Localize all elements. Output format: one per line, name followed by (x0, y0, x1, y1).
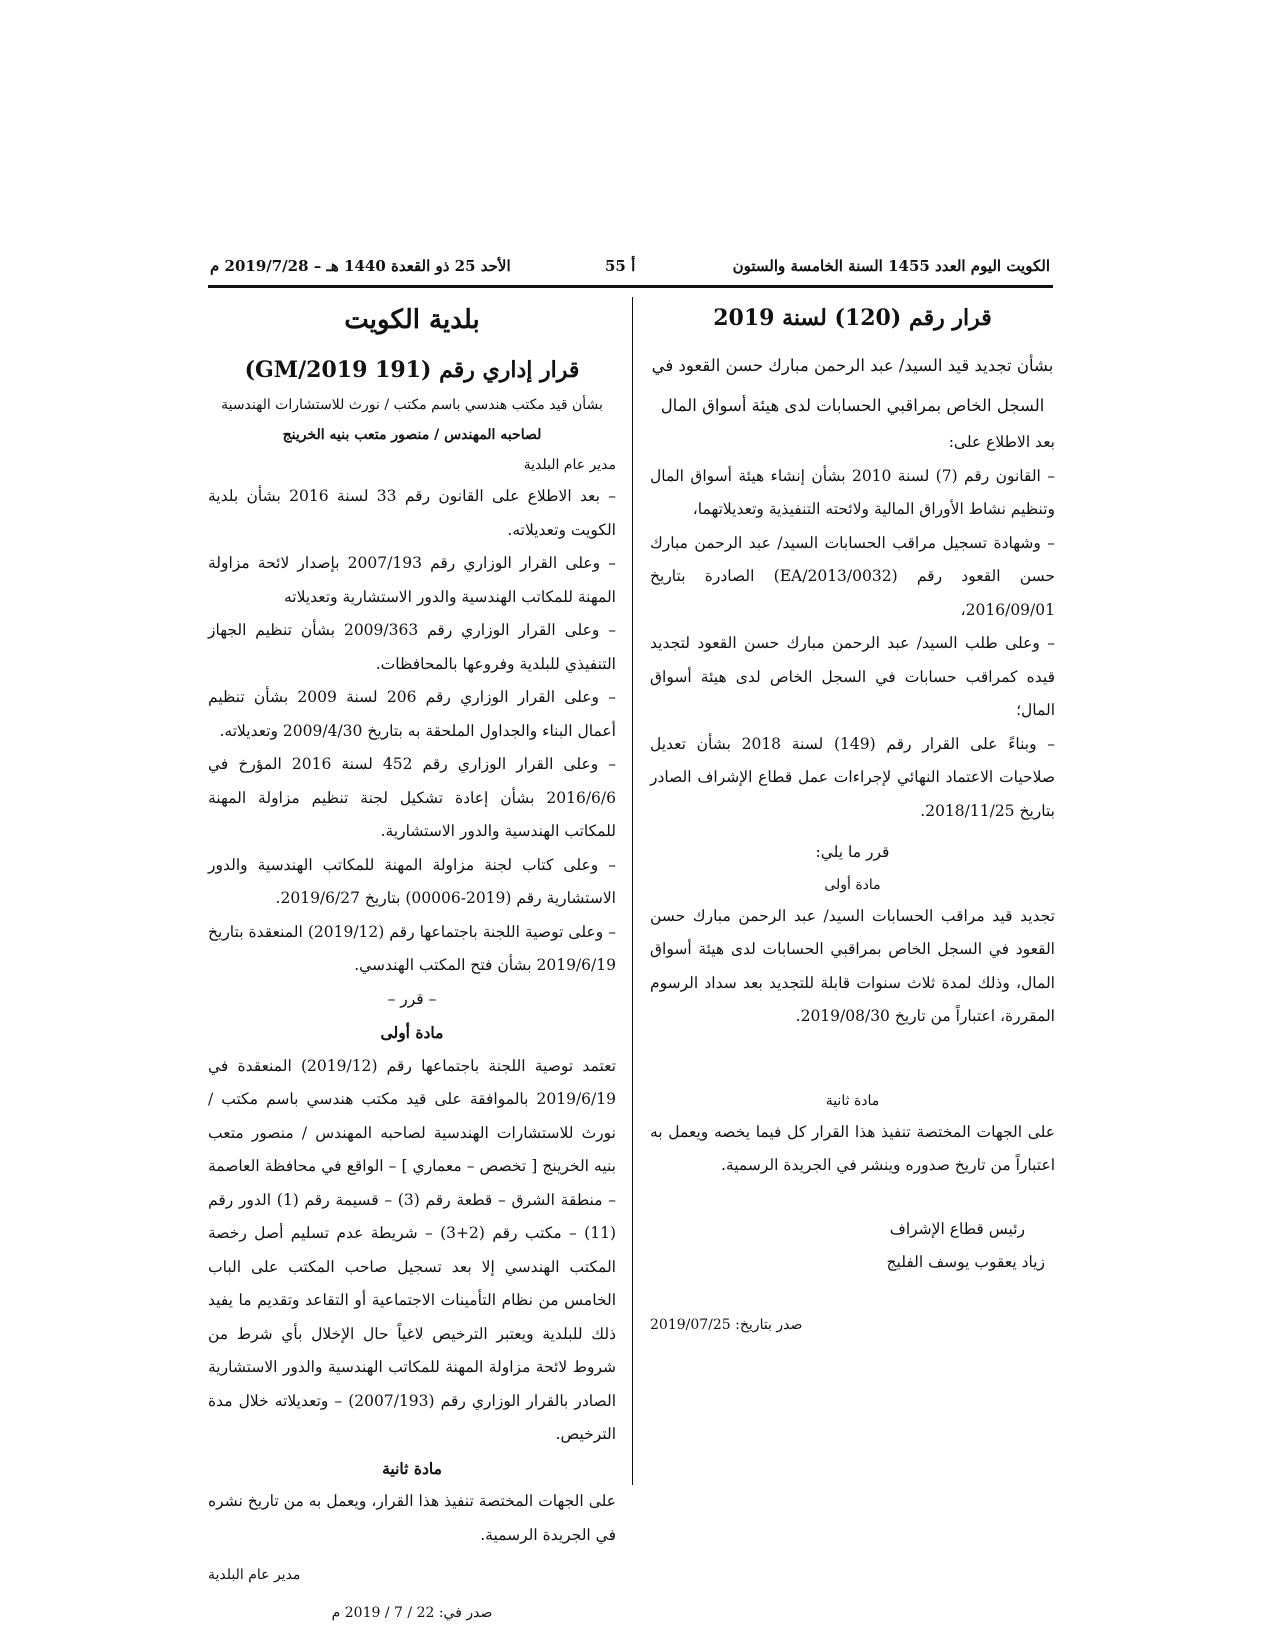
clause-3: – وعلى القرار الوزاري رقم 2009/363 بشأن تنظيم الجهاز التنفيذي للبلدية وفروعها بالمحافظات. (208, 621, 616, 673)
article-1-heading: مادة أولى (380, 1023, 444, 1042)
issue-date: صدر في: 22 / 7 / 2019 م (331, 1605, 493, 1621)
clause-3: – وعلى طلب السيد/ عبد الرحمن مبارك حسن القعود لتجديد قيده كمراقب حسابات في السجل الخاص لدى هيئة أسواق المال؛ (650, 634, 1055, 719)
clause-1: – بعد الاطلاع على القانون رقم 33 لسنة 2016 بشأن بلدية الكويت وتعديلاته. (208, 487, 616, 539)
decided-label: – قرر – (387, 989, 437, 1008)
article-1-text: تجديد قيد مراقب الحسابات السيد/ عبد الرحمن مبارك حسن القعود في السجل الخاص بمراقبي الحسابات لدى هيئة أسواق المال، وذلك لمدة ثلاث سنوات قابلة للتجديد بعد سداد الرسوم المقررة، اعتباراً من تاريخ 2019/08/30. (650, 906, 1055, 1025)
header-issue: الكويت اليوم العدد 1455 السنة الخامسة والستون (732, 257, 1050, 275)
decision-subject-line-1: بشأن قيد مكتب هندسي باسم مكتب / نورث للاستشارات الهندسية (221, 397, 603, 413)
article-1-heading: مادة أولى (824, 876, 881, 893)
after-review: بعد الاطلاع على: (948, 433, 1055, 451)
article-2-text: على الجهات المختصة تنفيذ هذا القرار كل فيما يخصه ويعمل به اعتباراً من تاريخ صدوره وينشر في الجريدة الرسمية. (650, 1122, 1055, 1174)
article-2-text: على الجهات المختصة تنفيذ هذا القرار، ويعمل به من تاريخ نشره في الجريدة الرسمية. (208, 1492, 616, 1544)
article-2-heading: مادة ثانية (382, 1458, 442, 1478)
decision-subject-line-1: بشأن تجديد قيد السيد/ عبد الرحمن مبارك حسن القعود في (651, 356, 1054, 375)
clause-6: – وعلى كتاب لجنة مزاولة المهنة للمكاتب الهندسية والدور الاستشارية رقم (2019-00006) بتاريخ 2019/6/27. (208, 855, 616, 907)
decision-subject-line-2: السجل الخاص بمراقبي الحسابات لدى هيئة أسواق المال (660, 396, 1045, 415)
signer-title: مدير عام البلدية (208, 1567, 301, 1583)
clause-7: – وعلى توصية اللجنة باجتماعها رقم (2019/12) المنعقدة بتاريخ 2019/6/19 بشأن فتح المكتب الهندسي. (208, 922, 616, 974)
clause-2: – وعلى القرار الوزاري رقم 2007/193 بإصدار لائحة مزاولة المهنة للمكاتب الهندسية والدور الاستشارية وتعديلاته (208, 554, 616, 606)
right-column (650, 298, 1055, 1340)
decided-label: قرر ما يلي: (815, 843, 890, 861)
clause-2: – وشهادة تسجيل مراقب الحسابات السيد/ عبد الرحمن مبارك حسن القعود رقم (EA/2013/0032) الصادرة بتاريخ 2016/09/01، (650, 533, 1055, 619)
issue-date: صدر بتاريخ: 2019/07/25 (650, 1316, 803, 1333)
admin-decision-title: قرار إداري رقم (191 GM/2019) (244, 357, 580, 383)
header-rule (208, 285, 1053, 288)
article-1-text: تعتمد توصية اللجنة باجتماعها رقم (2019/12) المنعقدة في 2019/6/19 بالموافقة على قيد مكتب هندسي باسم مكتب / نورث للاستشارات الهندسية لصاحبه المهندس / منصور متعب بنيه الخرينج [ تخصص – معماري ] – الواقع في محافظة العاصمة – منطقة الشرق – قطعة رقم (3) – قسيمة رقم (1) الدور رقم (11) – مكتب رقم (2+3) – شريطة عدم تسليم أصل رخصة المكتب الهندسي إلا بعد تسجيل صاحب المكتب على الباب الخامس من نظام التأمينات الاجتماعية أو التقاعد وتقديم ما يفيد ذلك للبلدية ويعتبر الترخيص لاغياً حال الإخلال بأي شرط من شروط لائحة مزاولة المهنة للمكاتب الهندسية والدور الاستشارية الصادر بالقرار الوزاري رقم (2007/193) – وتعديلاته خلال مدة الترخيص. (208, 1056, 616, 1443)
decision-subject-line-2: لصاحبه المهندس / منصور متعب بنيه الخرينج (282, 427, 542, 443)
signer-title: رئيس قطاع الإشراف (889, 1219, 1025, 1238)
municipality-title: بلدية الكويت (344, 305, 480, 335)
director-label: مدير عام البلدية (523, 457, 616, 473)
left-column (208, 298, 616, 1628)
decision-title: قرار رقم (120) لسنة 2019 (713, 305, 992, 331)
clause-1: – القانون رقم (7) لسنة 2010 بشأن إنشاء هيئة أسواق المال وتنظيم نشاط الأوراق المالية ولائحته التنفيذية وتعديلاتهما، (650, 466, 1055, 518)
article-2-heading: مادة ثانية (825, 1092, 880, 1109)
clause-4: – وبناءً على القرار رقم (149) لسنة 2018 بشأن تعديل صلاحيات الاعتماد النهائي لإجراءات عمل قطاع الإشراف الصادر بتاريخ 2018/11/25. (650, 734, 1055, 820)
header-date: الأحد 25 ذو القعدة 1440 هـ – 2019/7/28 م (210, 257, 511, 275)
column-divider (632, 297, 633, 1485)
signer-name: زياد يعقوب يوسف الفليج (886, 1253, 1045, 1271)
clause-4: – وعلى القرار الوزاري رقم 206 لسنة 2009 بشأن تنظيم أعمال البناء والجداول الملحقة به بتاريخ 2009/4/30 وتعديلاته. (208, 688, 616, 740)
header-page-number: أ 55 (605, 257, 636, 275)
clause-5: – وعلى القرار الوزاري رقم 452 لسنة 2016 المؤرخ في 2016/6/6 بشأن إعادة تشكيل لجنة تنظيم مزاولة المهنة للمكاتب الهندسية والدور الاستشارية. (208, 755, 616, 840)
